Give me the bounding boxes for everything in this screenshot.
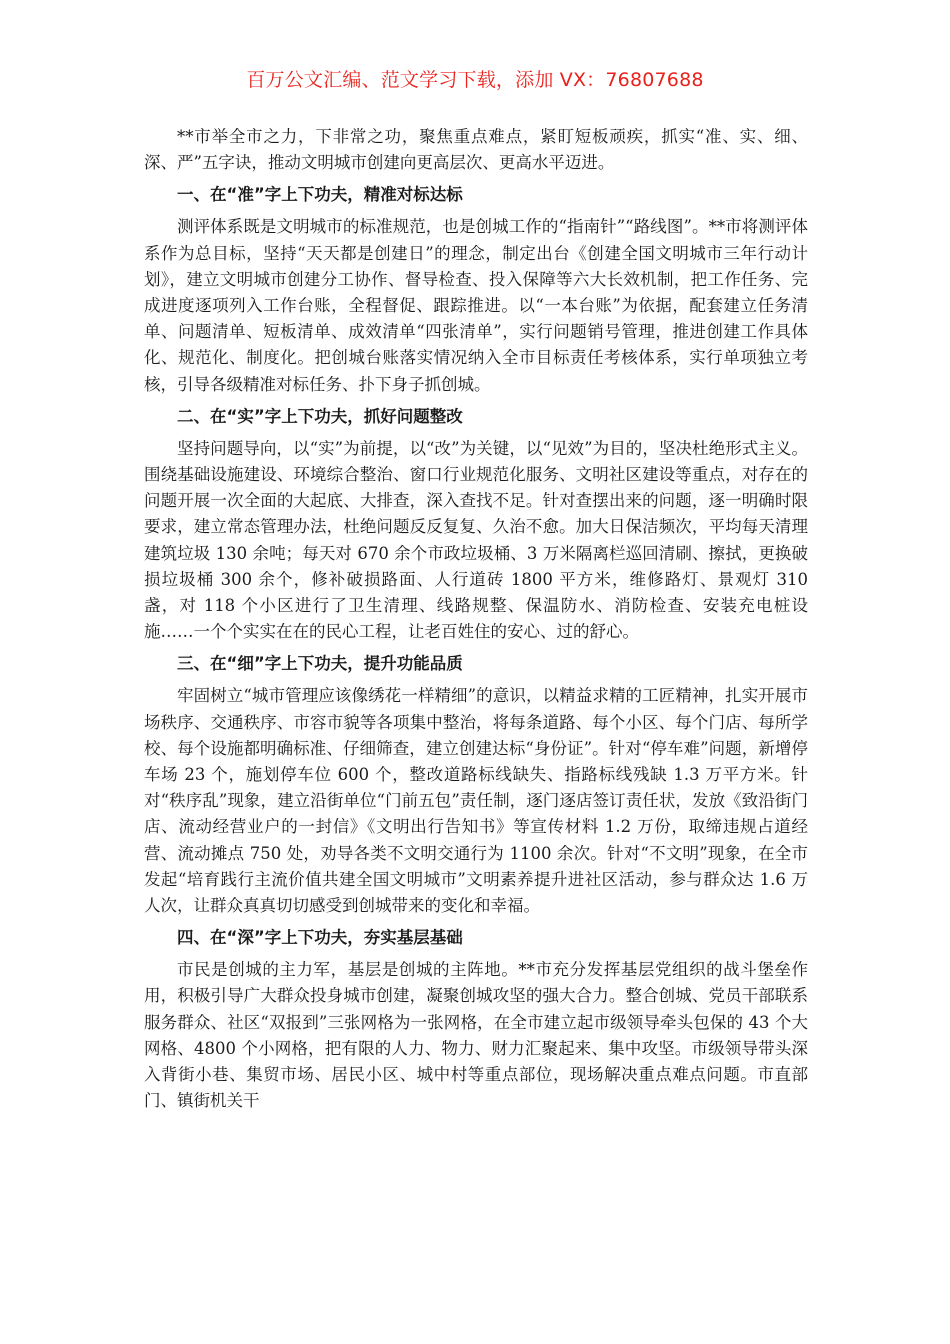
section-paragraph: 坚持问题导向，以“实”为前提，以“改”为关键，以“见效”为目的，坚决杜绝形式主义。围绕基础设施建设、环境综合整治、窗口行业规范化服务、文明社区建设等重点，对存在的问题开展一次全面的大起底、大排查，深入查找不足。针对查摆出来的问题，逐一明确时限要求，建立常态管理办法，杜绝问题反反复复、久治不愈。加大日保洁频次，平均每天清理建筑垃圾 130 余吨；每天对 670 余个市政垃圾桶、3 万米隔离栏巡回清刷、擦拭，更换破损垃圾桶 300 余个，修补破损路面、人行道砖 1800 平方米，维修路灯、景观灯 310 盏，对 118 个小区进行了卫生清理、线路规整、保温防水、消防检查、安装充电桩设施……一个个实实在在的民心工程，让老百姓住的安心、过的舒心。 [144,438,808,642]
section-heading: 二、在“实”字上下功夫，抓好问题整改 [177,406,463,426]
promo-banner: 百万公文汇编、范文学习下载，添加 VX：76807688 [246,69,704,91]
section-heading: 一、在“准”字上下功夫，精准对标达标 [177,185,463,205]
section-paragraph: 市民是创城的主力军，基层是创城的主阵地。**市充分发挥基层党组织的战斗堡垒作用，积极引导广大群众投身城市创建，凝聚创城攻坚的强大合力。整合创城、党员干部联系服务群众、社区“双报到”三张网格为一张网格，在全市建立起市级领导牵头包保的 43 个大网格、4800 个小网格，把有限的人力、物力、财力汇聚起来、集中攻坚。市级领导带头深入背街小巷、集贸市场、居民小区、城中村等重点部位，现场解决重点难点问题。市直部门、镇街机关干 [144,960,808,1111]
section-paragraph: 牢固树立“城市管理应该像绣花一样精细”的意识，以精益求精的工匠精神，扎实开展市场秩序、交通秩序、市容市貌等各项集中整治，将每条道路、每个小区、每个门店、每所学校、每个设施都明确标准、仔细筛查，建立创建达标“身份证”。针对“停车难”问题，新增停车场 23 个，施划停车位 600 个，整改道路标线缺失、指路标线残缺 1.3 万平方米。针对“秩序乱”现象，建立沿街单位“门前五包”责任制，逐门逐店签订责任状，发放《致沿街门店、流动经营业户的一封信》《文明出行告知书》等宣传材料 1.2 万份，取缔违规占道经营、流动摊点 750 处，劝导各类不文明交通行为 1100 余次。针对“不文明”现象，在全市发起“培育践行主流价值共建全国文明城市”文明素养提升进社区活动，参与群众达 1.6 万人次，让群众真真切切感受到创城带来的变化和幸福。 [144,686,808,916]
document-body [144,124,808,1115]
section-heading: 四、在“深”字上下功夫，夯实基层基础 [177,928,463,948]
section-heading: 三、在“细”字上下功夫，提升功能品质 [177,654,463,674]
intro-paragraph: **市举全市之力，下非常之功，聚焦重点难点，紧盯短板顽疾，抓实“准、实、细、深、严”五字诀，推动文明城市创建向更高层次、更高水平迈进。 [144,127,808,173]
section-paragraph: 测评体系既是文明城市的标准规范，也是创城工作的“指南针”“路线图”。**市将测评体系作为总目标，坚持“天天都是创建日”的理念，制定出台《创建全国文明城市三年行动计划》，建立文明城市创建分工协作、督导检查、投入保障等六大长效机制，把工作任务、完成进度逐项列入工作台账，全程督促、跟踪推进。以“一本台账”为依据，配套建立任务清单、问题清单、短板清单、成效清单“四张清单”，实行问题销号管理，推进创建工作具体化、规范化、制度化。把创城台账落实情况纳入全市目标责任考核体系，实行单项独立考核，引导各级精准对标任务、扑下身子抓创城。 [144,217,808,394]
